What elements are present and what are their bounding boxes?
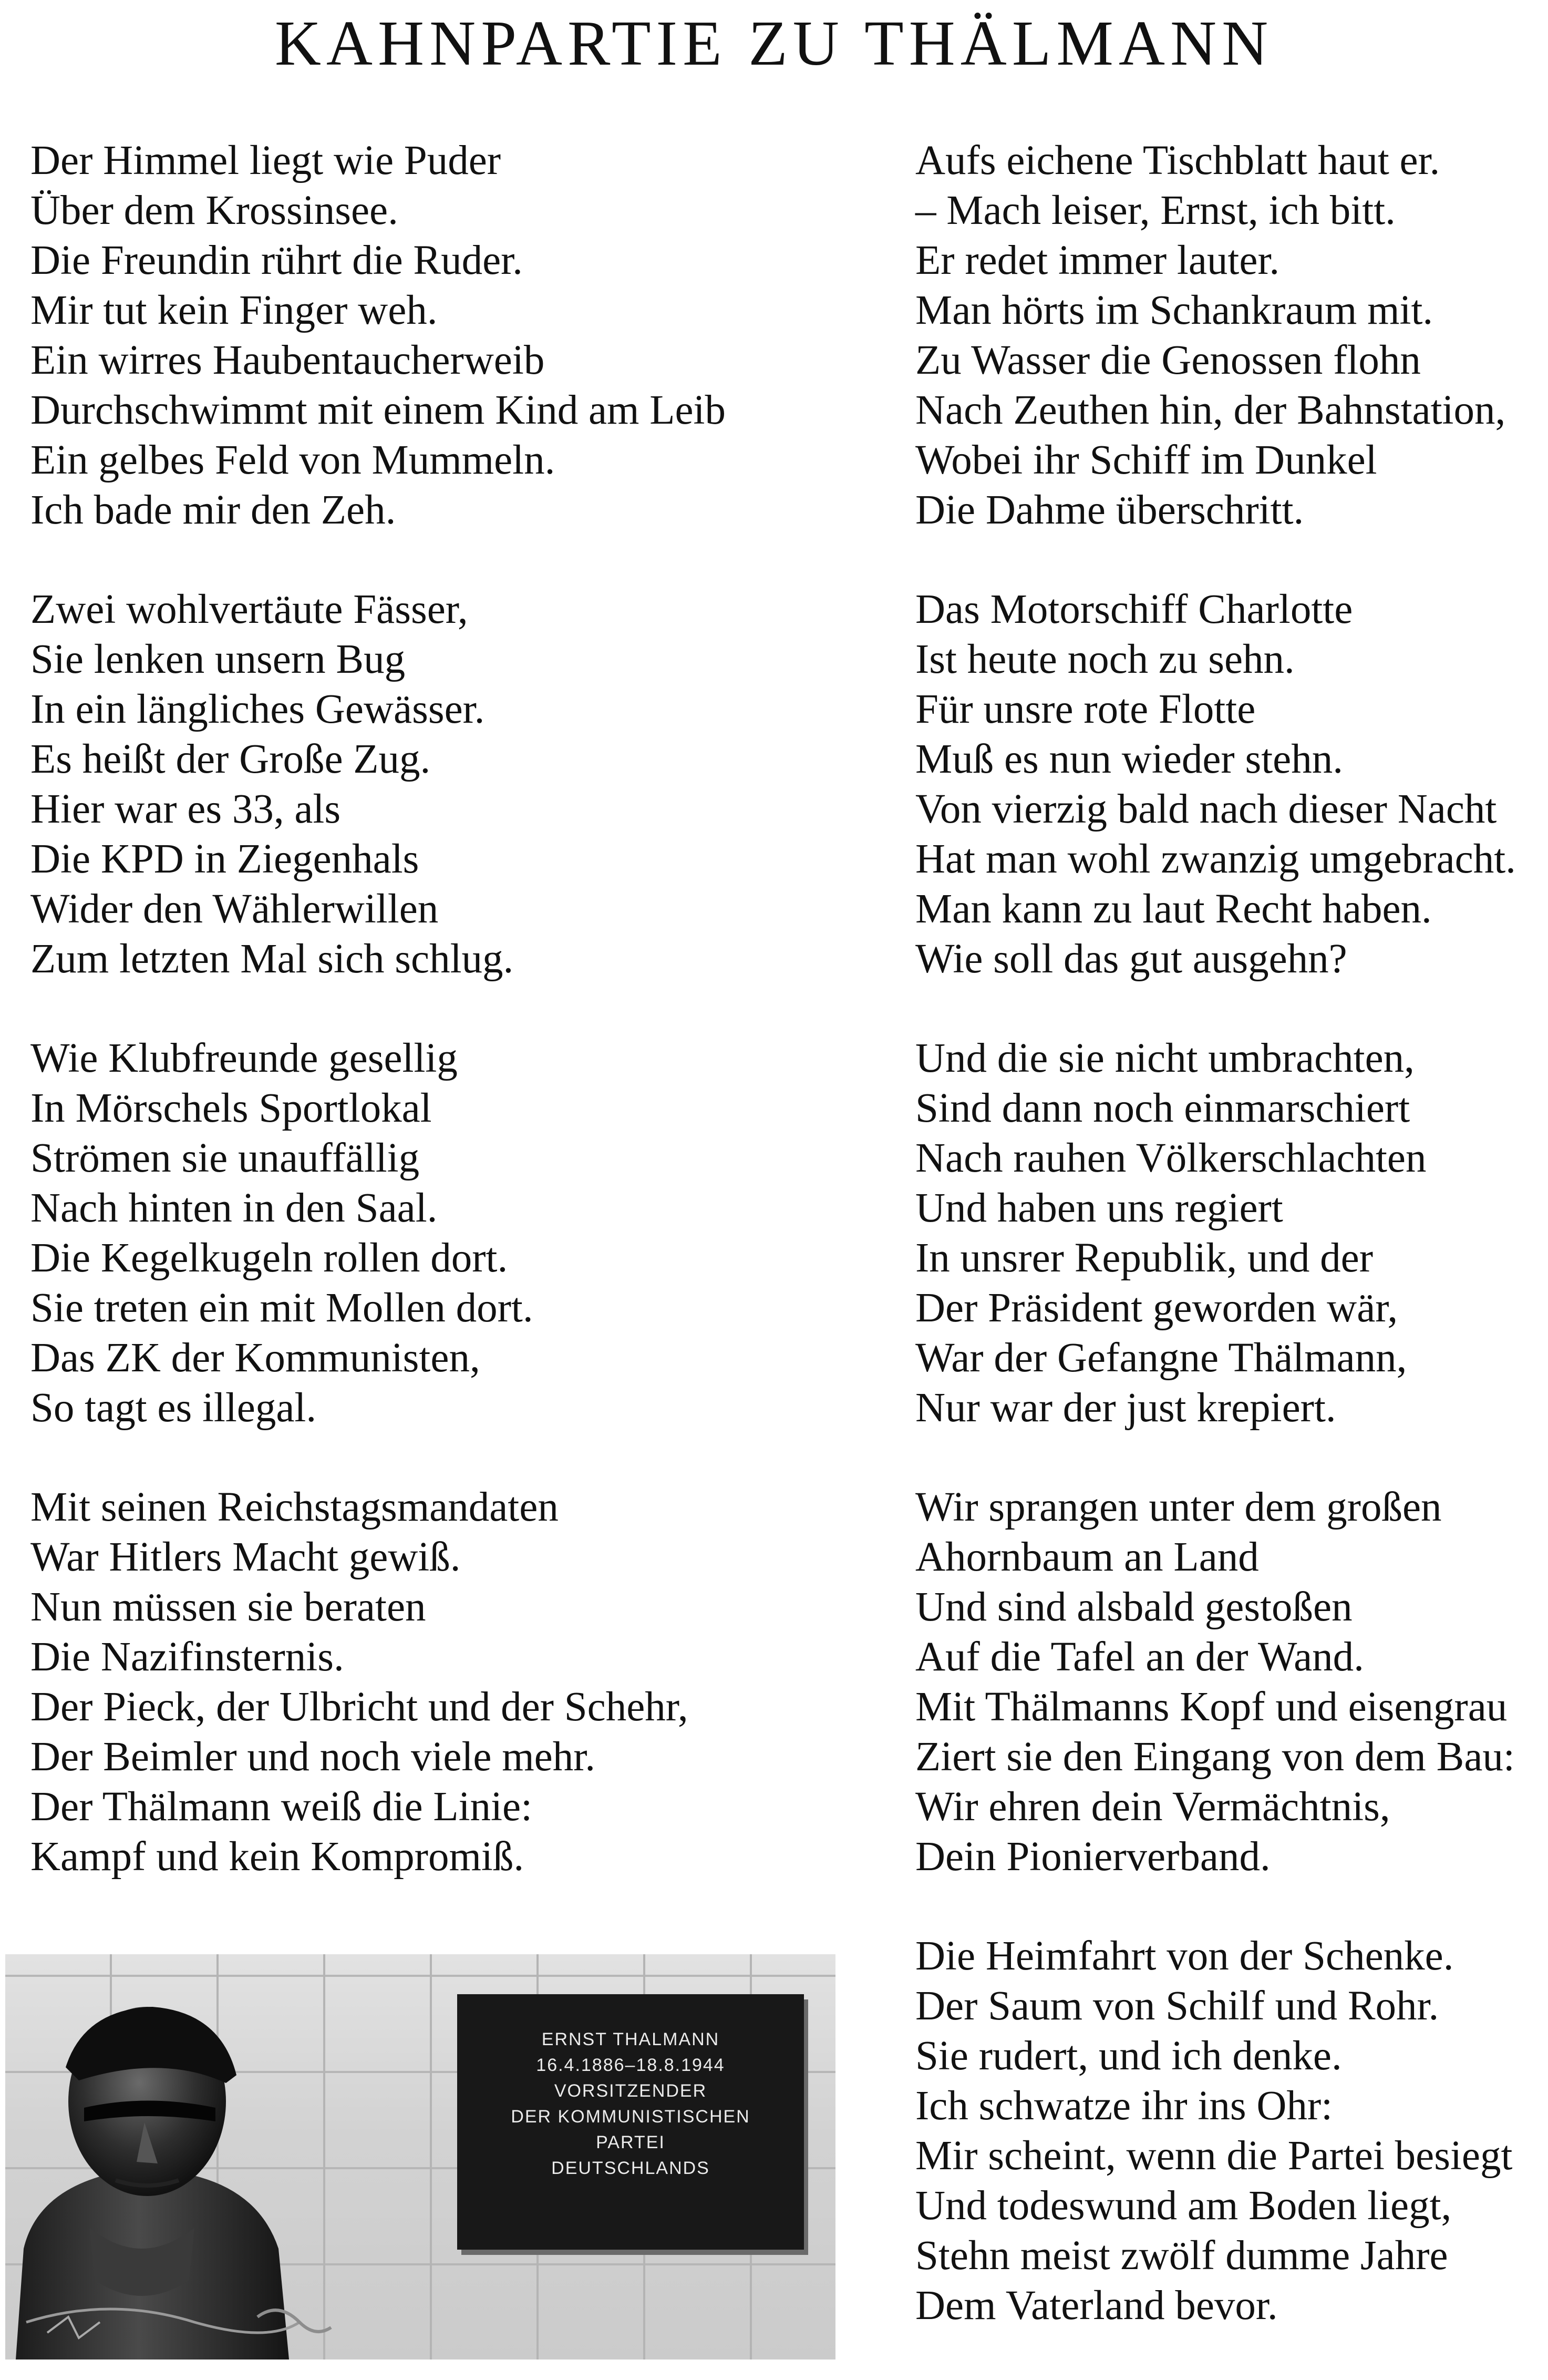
verse-line: Kampf und kein Kompromiß. [30,1834,524,1880]
verse-line: Das Motorschiff Charlotte [915,587,1353,632]
plaque-line: DEUTSCHLANDS [551,2158,710,2178]
verse-line: Ahornbaum an Land [915,1534,1259,1580]
verse-line: Strömen sie unauffällig [30,1135,420,1181]
verse-line: Hat man wohl zwanzig umgebracht. [915,836,1516,882]
verse-line: In ein längliches Gewässer. [30,686,485,732]
verse-line: Muß es nun wieder stehn. [915,736,1343,782]
verse-line: Ist heute noch zu sehn. [915,637,1295,682]
memorial-photo [5,1954,835,2360]
verse-line: Der Pieck, der Ulbricht und der Schehr, [30,1684,688,1730]
verse-line: Für unsre rote Flotte [915,686,1256,732]
stanza [915,584,1541,984]
verse-line: Man hörts im Schankraum mit. [915,288,1433,333]
verse-line: Er redet immer lauter. [915,238,1280,283]
plaque-line: ERNST THALMANN [541,2029,720,2049]
stanza [915,1482,1541,1882]
plaque-line: DER KOMMUNISTISCHEN [511,2107,750,2127]
verse-line: Wie Klubfreunde gesellig [30,1035,458,1081]
verse-line: Die Nazifinsternis. [30,1634,344,1680]
verse-line: Wir ehren dein Vermächtnis, [915,1784,1390,1830]
verse-line: In unsrer Republik, und der [915,1235,1374,1281]
stanza [915,136,1541,535]
verse-line: Und sind alsbald gestoßen [915,1584,1353,1630]
verse-line: Es heißt der Große Zug. [30,736,431,782]
verse-line: Dem Vaterland bevor. [915,2283,1278,2328]
verse-line: Hier war es 33, als [30,786,341,832]
verse-line: Auf die Tafel an der Wand. [915,1634,1364,1680]
verse-line: Man kann zu laut Recht haben. [915,886,1432,932]
verse-line: Über dem Krossinsee. [30,188,398,233]
verse-line: Nach rauhen Völkerschlachten [915,1135,1427,1181]
verse-line: Ich schwatze ihr ins Ohr: [915,2083,1333,2129]
plaque-inscription [457,2027,804,2181]
verse-line: Zwei wohlvertäute Fässer, [30,587,468,632]
verse-line: Wider den Wählerwillen [30,886,439,932]
verse-line: War Hitlers Macht gewiß. [30,1534,461,1580]
verse-line: Nach Zeuthen hin, der Bahnstation, [915,387,1506,433]
verse-line: Die Freundin rührt die Ruder. [30,238,523,283]
verse-line: Wir sprangen unter dem großen [915,1484,1442,1530]
verse-line: Sie lenken unsern Bug [30,637,406,682]
thaelmann-bust-relief [5,1954,468,2360]
verse-line: Der Präsident geworden wär, [915,1285,1398,1331]
verse-line: Zu Wasser die Genossen flohn [915,337,1421,383]
verse-line: Stehn meist zwölf dumme Jahre [915,2233,1448,2279]
verse-line: Dein Pionierverband. [915,1834,1271,1880]
verse-line: Der Saum von Schilf und Rohr. [915,1983,1439,2029]
poem-title: KAHNPARTIE ZU THÄLMANN [274,8,1274,79]
verse-line: Mir scheint, wenn die Partei besiegt [915,2133,1513,2179]
verse-line: Der Beimler und noch viele mehr. [30,1734,595,1780]
stanza [30,584,850,984]
verse-line: Sind dann noch einmarschiert [915,1085,1410,1131]
stanza [30,136,850,535]
verse-line: Der Thälmann weiß die Linie: [30,1784,533,1830]
verse-line: Der Himmel liegt wie Puder [30,138,501,183]
verse-line: Sie rudert, und ich denke. [915,2033,1342,2079]
verse-line: Wie soll das gut ausgehn? [915,936,1347,982]
verse-line: Und todeswund am Boden liegt, [915,2183,1452,2229]
verse-line: Von vierzig bald nach dieser Nacht [915,786,1497,832]
plaque-line: VORSITZENDER [554,2081,707,2101]
verse-line: Nun müssen sie beraten [30,1584,426,1630]
verse-line: Aufs eichene Tischblatt haut er. [915,138,1440,183]
plaque-line: 16.4.1886–18.8.1944 [536,2055,725,2075]
verse-line: So tagt es illegal. [30,1385,317,1431]
verse-line: Mit Thälmanns Kopf und eisengrau [915,1684,1508,1730]
verse-line: Nach hinten in den Saal. [30,1185,438,1231]
verse-line: Die Kegelkugeln rollen dort. [30,1235,508,1281]
verse-line: Ein wirres Haubentaucherweib [30,337,545,383]
stanza [30,1033,850,1433]
verse-line: Und haben uns regiert [915,1185,1283,1231]
poem-right-column [915,136,1541,2380]
verse-line: Sie treten ein mit Mollen dort. [30,1285,533,1331]
stanza [30,1482,850,1882]
verse-line: Die Heimfahrt von der Schenke. [915,1933,1454,1979]
verse-line: Und die sie nicht umbrachten, [915,1035,1415,1081]
stanza [915,1931,1541,2331]
verse-line: Die Dahme überschritt. [915,487,1304,533]
verse-line: Mit seinen Reichstagsmandaten [30,1484,559,1530]
verse-line: Ein gelbes Feld von Mummeln. [30,437,555,483]
verse-line: Durchschwimmt mit einem Kind am Leib [30,387,726,433]
verse-line: – Mach leiser, Ernst, ich bitt. [915,188,1396,233]
verse-line: Mir tut kein Finger weh. [30,288,438,333]
verse-line: Die KPD in Ziegenhals [30,836,419,882]
verse-line: Wobei ihr Schiff im Dunkel [915,437,1377,483]
verse-line: Nur war der just krepiert. [915,1385,1336,1431]
verse-line: In Mörschels Sportlokal [30,1085,432,1131]
verse-line: Das ZK der Kommunisten, [30,1335,480,1381]
plaque-line: PARTEI [596,2132,665,2152]
verse-line: Ich bade mir den Zeh. [30,487,396,533]
verse-line: Zum letzten Mal sich schlug. [30,936,514,982]
verse-line: Ziert sie den Eingang von dem Bau: [915,1734,1515,1780]
poem-left-column [30,136,850,1931]
stanza [915,1033,1541,1433]
verse-line: War der Gefangne Thälmann, [915,1335,1407,1381]
memorial-plaque [457,1994,804,2250]
